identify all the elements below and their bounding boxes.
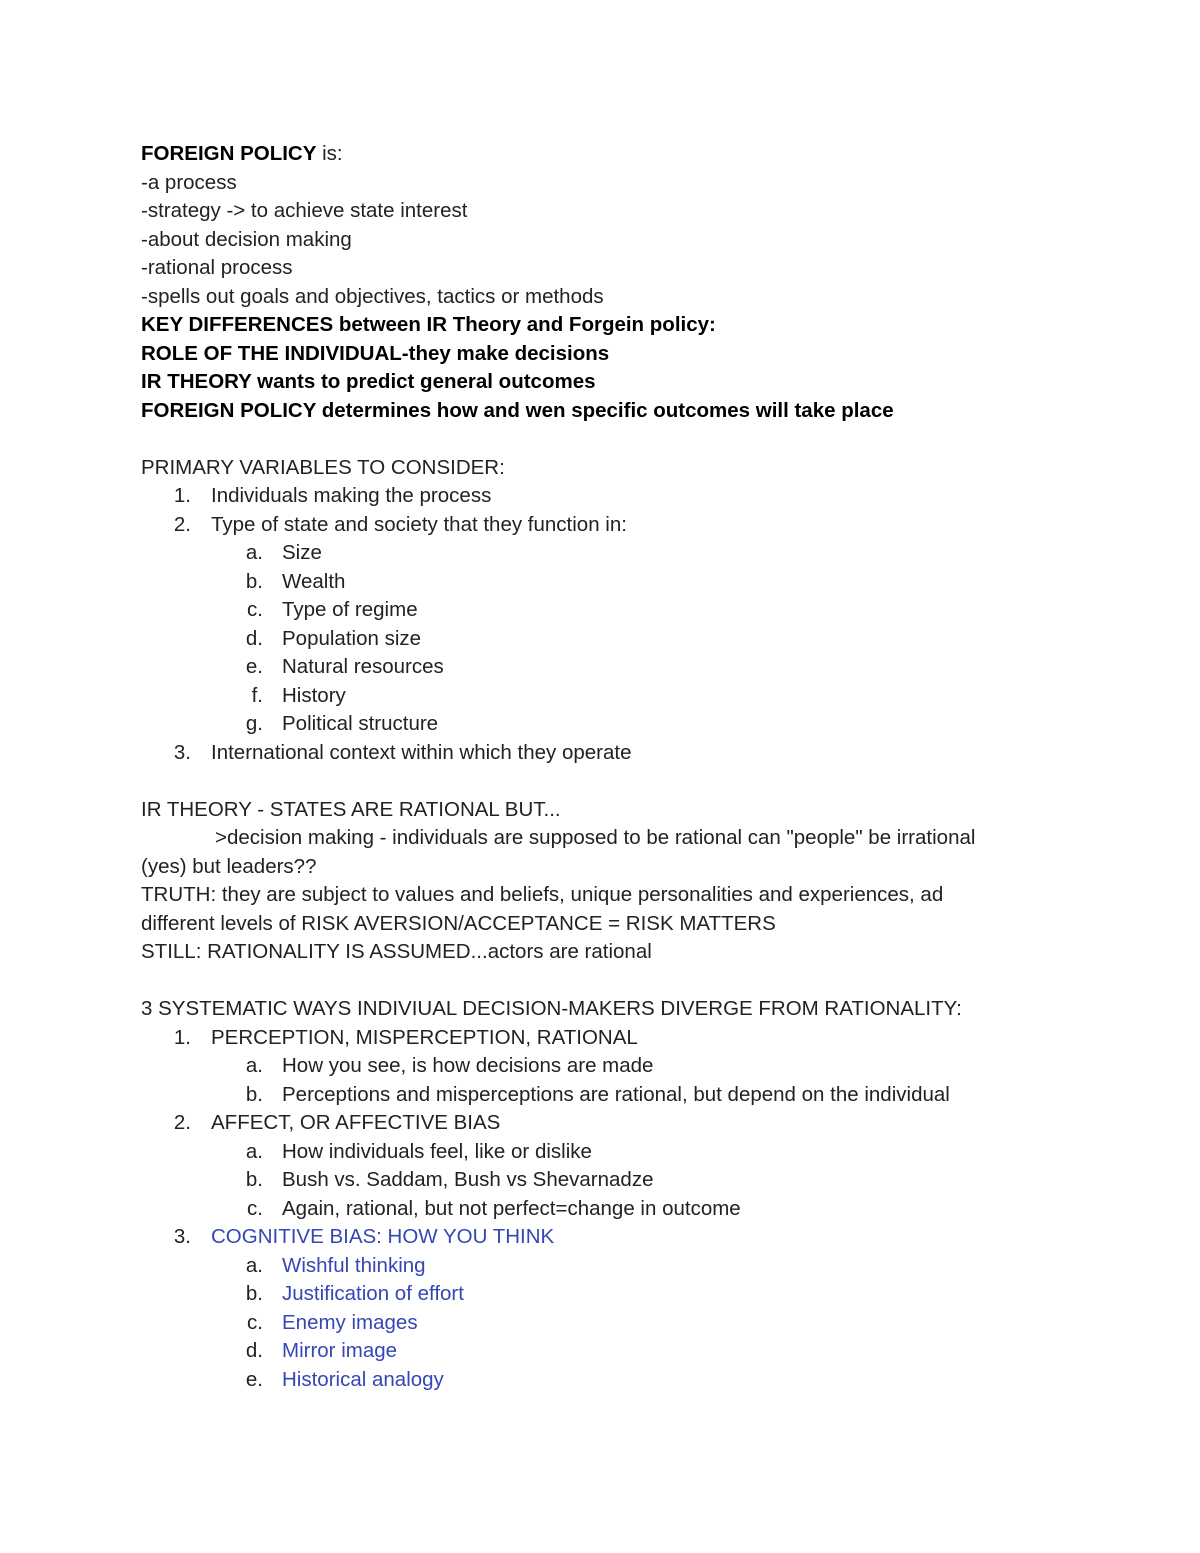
spacer <box>141 425 1141 454</box>
list-item-text: How individuals feel, like or dislike <box>282 1139 592 1163</box>
list-marker: 2. <box>173 512 191 536</box>
list-marker: c. <box>247 1310 263 1334</box>
list-item-text: Type of state and society that they function in: <box>211 512 627 536</box>
sub-list-item <box>141 625 1141 654</box>
list-item-text: Wealth <box>282 569 346 593</box>
list-item <box>141 511 1141 540</box>
sub-list-item <box>141 1052 1141 1081</box>
list-item <box>141 482 1141 511</box>
list-marker: d. <box>245 1339 263 1362</box>
sub-list-item <box>141 682 1141 711</box>
list-marker: 3. <box>173 1225 191 1248</box>
sub-list-item <box>141 539 1141 568</box>
list-marker: 1. <box>173 1025 191 1049</box>
definition-bullet: -about decision making <box>141 227 352 251</box>
truth-line-continued: different levels of RISK AVERSION/ACCEPTANCE = RISK MATTERS <box>141 911 776 935</box>
list-marker: g. <box>245 712 263 735</box>
list-item-text: Mirror image <box>282 1339 398 1362</box>
list-item-text: Enemy images <box>282 1310 418 1334</box>
list-item-cognitive-bias <box>141 1223 1141 1252</box>
list-item-text: International context within which they operate <box>211 740 632 764</box>
spacer <box>141 967 1141 996</box>
decision-making-continued: (yes) but leaders?? <box>141 854 317 878</box>
truth-line: TRUTH: they are subject to values and beliefs, unique personalities and experiences, ad <box>141 883 944 906</box>
list-item-text: Natural resources <box>282 655 444 678</box>
list-item-text: How you see, is how decisions are made <box>282 1054 654 1077</box>
list-item-text: AFFECT, OR AFFECTIVE BIAS <box>211 1111 501 1134</box>
list-marker: a. <box>245 1253 263 1277</box>
sub-list-item <box>141 1081 1141 1110</box>
list-item-text: Individuals making the process <box>211 484 492 507</box>
list-marker: c. <box>247 598 263 621</box>
list-marker: b. <box>245 1168 263 1191</box>
document-content <box>141 140 1141 1394</box>
list-item-text: Bush vs. Saddam, Bush vs Shevarnadze <box>282 1168 654 1191</box>
foreign-policy-definition-heading <box>141 140 1141 169</box>
sub-list-item <box>141 1252 1141 1281</box>
list-marker: 2. <box>173 1111 191 1134</box>
sub-list-item <box>141 568 1141 597</box>
list-item-text: Type of regime <box>282 598 418 621</box>
list-marker: a. <box>245 1139 263 1163</box>
primary-variables-heading: PRIMARY VARIABLES TO CONSIDER: <box>141 455 505 479</box>
definition-bullet: -spells out goals and objectives, tactics or methods <box>141 284 604 308</box>
decision-making-line: >decision making - individuals are supposed to be rational can "people" be irrational <box>215 826 976 849</box>
list-marker: b. <box>245 1282 263 1305</box>
foreign-policy-term: FOREIGN POLICY <box>141 142 317 165</box>
sub-list-item <box>141 653 1141 682</box>
spacer <box>141 767 1141 796</box>
key-differences-heading: KEY DIFFERENCES between IR Theory and Forgein policy: <box>141 313 716 336</box>
list-item-text: Wishful thinking <box>282 1253 426 1277</box>
list-marker: e. <box>245 655 263 678</box>
still-line: STILL: RATIONALITY IS ASSUMED...actors are rational <box>141 940 652 963</box>
list-item-text: Again, rational, but not perfect=change in outcome <box>282 1196 741 1220</box>
ir-theory-heading: IR THEORY - STATES ARE RATIONAL BUT... <box>141 797 561 821</box>
foreign-policy-is: is: <box>316 142 343 165</box>
list-marker: d. <box>245 626 263 650</box>
list-marker: c. <box>247 1196 263 1220</box>
list-item-text: COGNITIVE BIAS: HOW YOU THINK <box>211 1225 555 1248</box>
sub-list-item <box>141 1166 1141 1195</box>
list-item-text: Justification of effort <box>282 1282 464 1305</box>
list-marker: 3. <box>173 740 191 764</box>
list-item <box>141 1109 1141 1138</box>
key-difference-line: FOREIGN POLICY determines how and wen specific outcomes will take place <box>141 398 894 422</box>
list-marker: b. <box>245 1082 263 1106</box>
list-marker: a. <box>245 541 263 564</box>
list-marker: 1. <box>173 484 191 507</box>
sub-list-item <box>141 710 1141 739</box>
list-marker: b. <box>245 569 263 593</box>
list-item-text: Population size <box>282 626 422 650</box>
list-item-text: Political structure <box>282 712 439 735</box>
sub-list-item <box>141 1366 1141 1395</box>
sub-list-item <box>141 1309 1141 1338</box>
list-marker: a. <box>245 1054 263 1077</box>
list-item-text: Size <box>282 541 322 564</box>
sub-list-item <box>141 1195 1141 1224</box>
sub-list-item <box>141 1337 1141 1366</box>
definition-bullet: -rational process <box>141 256 293 279</box>
sub-list-item <box>141 1280 1141 1309</box>
key-difference-line: ROLE OF THE INDIVIDUAL-they make decisions <box>141 341 610 365</box>
definition-bullet: -strategy -> to achieve state interest <box>141 199 468 222</box>
list-item <box>141 1024 1141 1053</box>
list-item <box>141 739 1141 768</box>
list-item-text: History <box>282 683 346 707</box>
systematic-ways-heading: 3 SYSTEMATIC WAYS INDIVIUAL DECISION-MAKERS DIVERGE FROM RATIONALITY: <box>141 997 962 1020</box>
key-difference-line: IR THEORY wants to predict general outcomes <box>141 370 596 393</box>
list-item-text: Historical analogy <box>282 1367 444 1391</box>
sub-list-item <box>141 596 1141 625</box>
sub-list-item <box>141 1138 1141 1167</box>
list-marker: e. <box>245 1367 263 1391</box>
list-item-text: Perceptions and misperceptions are rational, but depend on the individual <box>282 1082 950 1106</box>
list-marker: f. <box>251 683 263 707</box>
list-item-text: PERCEPTION, MISPERCEPTION, RATIONAL <box>211 1025 638 1049</box>
definition-bullet: -a process <box>141 170 237 194</box>
